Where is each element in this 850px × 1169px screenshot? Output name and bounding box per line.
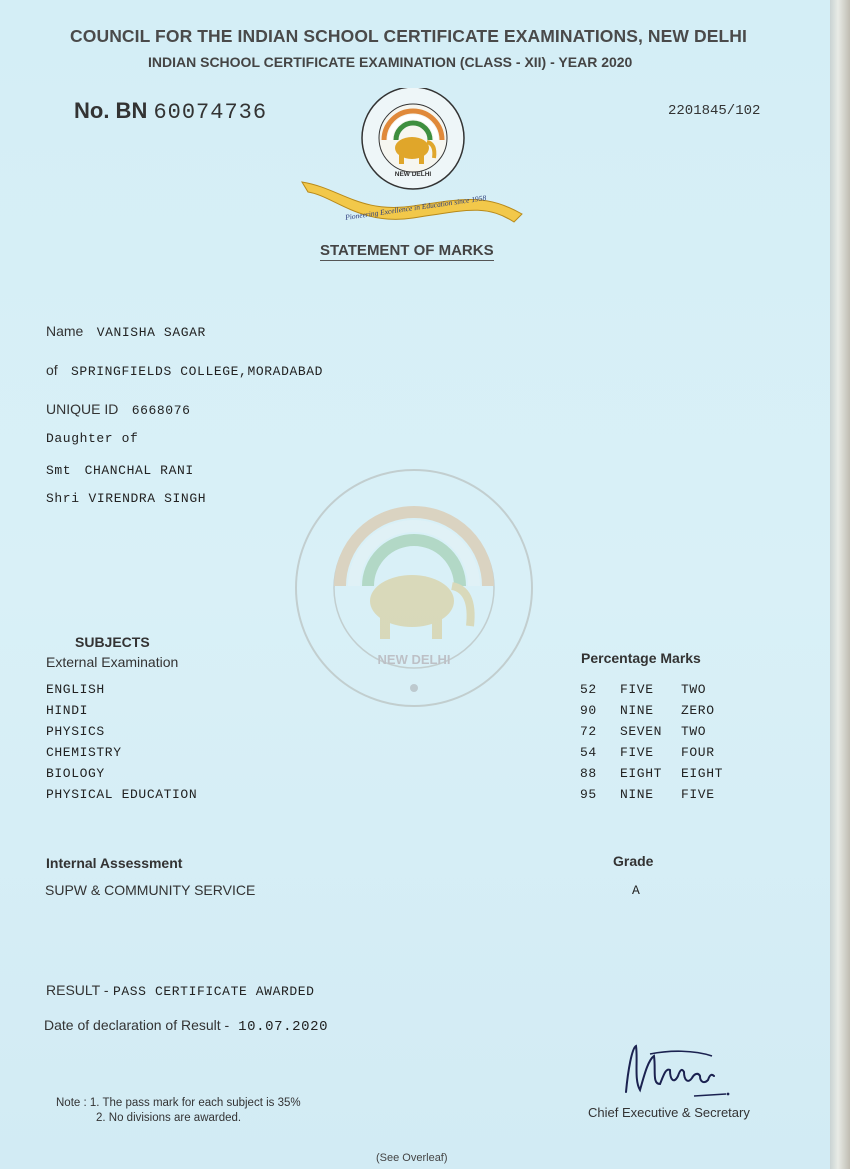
council-heading: COUNCIL FOR THE INDIAN SCHOOL CERTIFICATE EXAMINATIONS, NEW DELHI: [70, 26, 748, 46]
father-title: Shri: [46, 491, 80, 506]
relation-label: Daughter of: [46, 431, 139, 446]
marks-word-2: EIGHT: [681, 766, 724, 781]
serial-prefix: No. BN: [74, 98, 148, 123]
declaration-line: [44, 1017, 328, 1035]
table-row: [46, 787, 766, 807]
marks-word-2: TWO: [681, 724, 707, 739]
subject-marks: 54: [580, 745, 597, 760]
council-logo-icon: [300, 88, 526, 230]
marks-word-1: SEVEN: [620, 724, 663, 739]
school-name: SPRINGFIELDS COLLEGE,MORADABAD: [71, 364, 324, 379]
declaration-label: Date of declaration of Result -: [44, 1017, 230, 1033]
subject-marks: 90: [580, 703, 597, 718]
see-overleaf: (See Overleaf): [376, 1152, 448, 1164]
watermark-seal-icon: [292, 466, 536, 710]
external-exam-label: External Examination: [46, 654, 179, 670]
subject-name: CHEMISTRY: [46, 745, 122, 760]
table-row: [46, 724, 766, 744]
marks-word-1: EIGHT: [620, 766, 663, 781]
name-label: Name: [46, 323, 84, 339]
footnote: [56, 1096, 376, 1126]
of-label: of: [46, 362, 58, 378]
result-line: [46, 982, 315, 1000]
svg-text:NEW DELHI: NEW DELHI: [377, 652, 451, 667]
statement-title: STATEMENT OF MARKS: [320, 242, 494, 259]
marks-word-1: NINE: [620, 703, 654, 718]
table-row: [46, 682, 766, 702]
marks-word-1: NINE: [620, 787, 654, 802]
table-row: [46, 703, 766, 723]
subject-marks: 52: [580, 682, 597, 697]
result-value: PASS CERTIFICATE AWARDED: [112, 984, 315, 999]
subject-name: PHYSICS: [46, 724, 105, 739]
percentage-marks-heading: Percentage Marks: [581, 650, 701, 666]
marks-word-2: FOUR: [681, 745, 715, 760]
subject-name: BIOLOGY: [46, 766, 105, 781]
subject-marks: 88: [580, 766, 597, 781]
serial-number: [74, 98, 267, 125]
mother-title: Smt: [46, 463, 72, 478]
logo-city: NEW DELHI: [394, 171, 432, 178]
subject-name: ENGLISH: [46, 682, 105, 697]
signatory-title: Chief Executive & Secretary: [588, 1105, 750, 1120]
student-name: VANISHA SAGAR: [96, 325, 206, 340]
signature-icon: [614, 1040, 734, 1102]
subject-marks: 95: [580, 787, 597, 802]
paper-edge: [830, 0, 850, 1169]
note-2: 2. No divisions are awarded.: [96, 1112, 242, 1124]
subject-name: HINDI: [46, 703, 89, 718]
marks-word-2: FIVE: [681, 787, 715, 802]
supw-grade: A: [632, 883, 641, 898]
unique-id-line: [46, 401, 191, 419]
marks-word-2: ZERO: [681, 703, 715, 718]
mother-line: [46, 461, 194, 479]
reference-number: 2201845/102: [668, 103, 761, 119]
result-label: RESULT -: [46, 982, 109, 998]
serial-value: 60074736: [153, 100, 268, 125]
marks-word-1: FIVE: [620, 745, 654, 760]
school-line: [46, 362, 323, 380]
marks-word-2: TWO: [681, 682, 707, 697]
unique-id-value: 6668076: [131, 403, 191, 418]
exam-heading: INDIAN SCHOOL CERTIFICATE EXAMINATION (CLASS - XII) - YEAR 2020: [148, 54, 633, 70]
mother-name: CHANCHAL RANI: [84, 463, 194, 478]
unique-id-label: UNIQUE ID: [46, 401, 119, 417]
subjects-heading: SUBJECTS: [75, 634, 150, 650]
subject-marks: 72: [580, 724, 597, 739]
father-line: [46, 489, 206, 507]
grade-heading: Grade: [613, 853, 654, 869]
note-1: Note : 1. The pass mark for each subject is 35%: [56, 1097, 301, 1109]
table-row: [46, 745, 766, 765]
internal-assessment-heading: Internal Assessment: [46, 855, 183, 871]
declaration-date: 10.07.2020: [238, 1019, 329, 1035]
logo-motto: Pioneering Excellence in Education since 1958: [344, 193, 487, 222]
student-name-line: [46, 323, 206, 341]
table-row: [46, 766, 766, 786]
father-name: VIRENDRA SINGH: [88, 491, 207, 506]
subject-name: PHYSICAL EDUCATION: [46, 787, 198, 802]
marks-word-1: FIVE: [620, 682, 654, 697]
supw-subject: SUPW & COMMUNITY SERVICE: [45, 882, 256, 898]
